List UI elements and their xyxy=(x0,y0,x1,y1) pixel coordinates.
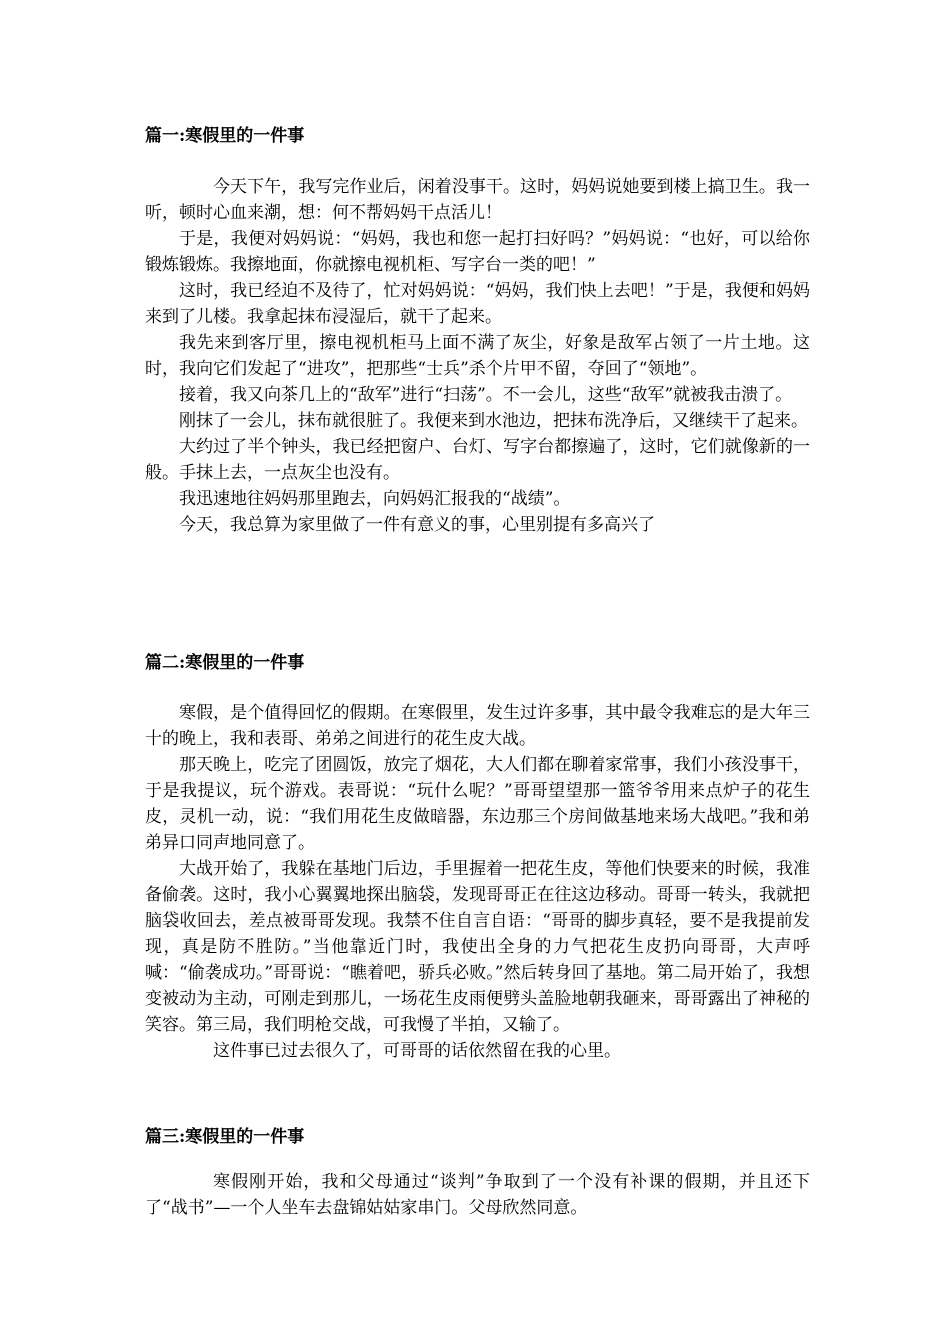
paragraph: 寒假刚开始，我和父母通过“谈判”争取到了一个没有补课的假期，并且还下了“战书”—一个人坐车去盘锦姑姑家串门。父母欣然同意。 xyxy=(145,1172,810,1218)
paragraph: 今天下午，我写完作业后，闲着没事干。这时，妈妈说她要到楼上搞卫生。我一听，顿时心血来潮，想：何不帮妈妈干点活儿！ xyxy=(145,177,810,223)
paragraph: 大战开始了，我躲在基地门后边，手里握着一把花生皮，等他们快要来的时候，我准备偷袭。这时，我小心翼翼地探出脑袋，发现哥哥正在往这边移动。哥哥一转头，我就把脑袋收回去，差点被哥哥发现。我禁不住自言自语：“哥哥的脚步真轻，要不是我提前发现，真是防不胜防。”当他靠近门时，我使出全身的力气把花生皮扔向哥哥，大声呼喊：“偷袭成功。”哥哥说：“瞧着吧，骄兵必败。”然后转身回了基地。第二局开始了，我想变被动为主动，可刚走到那儿，一场花生皮雨便劈头盖脸地朝我砸来，哥哥露出了神秘的笑容。第三局，我们明枪交战，可我慢了半拍，又输了。 xyxy=(145,859,810,1035)
paragraph: 寒假，是个值得回忆的假期。在寒假里，发生过许多事，其中最令我难忘的是大年三十的晚上，我和表哥、弟弟之间进行的花生皮大战。 xyxy=(145,703,810,749)
section-body-2 xyxy=(145,700,810,1064)
paragraph: 这时，我已经迫不及待了，忙对妈妈说：“妈妈，我们快上去吧！”于是，我便和妈妈来到了儿楼。我拿起抹布浸湿后，就干了起来。 xyxy=(145,281,810,327)
section-title-3: 篇三:寒假里的一件事 xyxy=(145,1127,305,1147)
paragraph: 大约过了半个钟头，我已经把窗户、台灯、写字台都擦遍了，这时，它们就像新的一般。手抹上去，一点灰尘也没有。 xyxy=(145,437,810,483)
paragraph: 我先来到客厅里，擦电视机柜马上面不满了灰尘，好象是敌军占领了一片土地。这时，我向它们发起了“进攻”，把那些“士兵”杀个片甲不留，夺回了“领地”。 xyxy=(145,333,810,379)
section-title-1: 篇一:寒假里的一件事 xyxy=(145,126,305,146)
paragraph: 那天晚上，吃完了团圆饭，放完了烟花，大人们都在聊着家常事，我们小孩没事干，于是我提议，玩个游戏。表哥说：“玩什么呢？”哥哥望望那一篮爷爷用来点炉子的花生皮，灵机一动，说：“我们用花生皮做暗器，东边那三个房间做基地来场大战吧。”我和弟弟异口同声地同意了。 xyxy=(145,755,810,853)
paragraph: 我迅速地往妈妈那里跑去，向妈妈汇报我的“战绩”。 xyxy=(179,489,571,509)
paragraph: 这件事已过去很久了，可哥哥的话依然留在我的心里。 xyxy=(213,1041,621,1061)
paragraph: 于是，我便对妈妈说：“妈妈，我也和您一起打扫好吗？”妈妈说：“也好，可以给你锻炼锻炼。我擦地面，你就擦电视机柜、写字台一类的吧！” xyxy=(145,229,810,275)
section-title-2: 篇二:寒假里的一件事 xyxy=(145,653,305,673)
section-body-1 xyxy=(145,174,810,538)
paragraph: 刚抹了一会儿，抹布就很脏了。我便来到水池边，把抹布洗净后，又继续干了起来。 xyxy=(179,411,808,431)
paragraph: 今天，我总算为家里做了一件有意义的事，心里别提有多高兴了 xyxy=(179,515,655,535)
section-body-3 xyxy=(145,1169,810,1221)
paragraph: 接着，我又向茶几上的“敌军”进行“扫荡”。不一会儿，这些“敌军”就被我击溃了。 xyxy=(179,385,793,405)
